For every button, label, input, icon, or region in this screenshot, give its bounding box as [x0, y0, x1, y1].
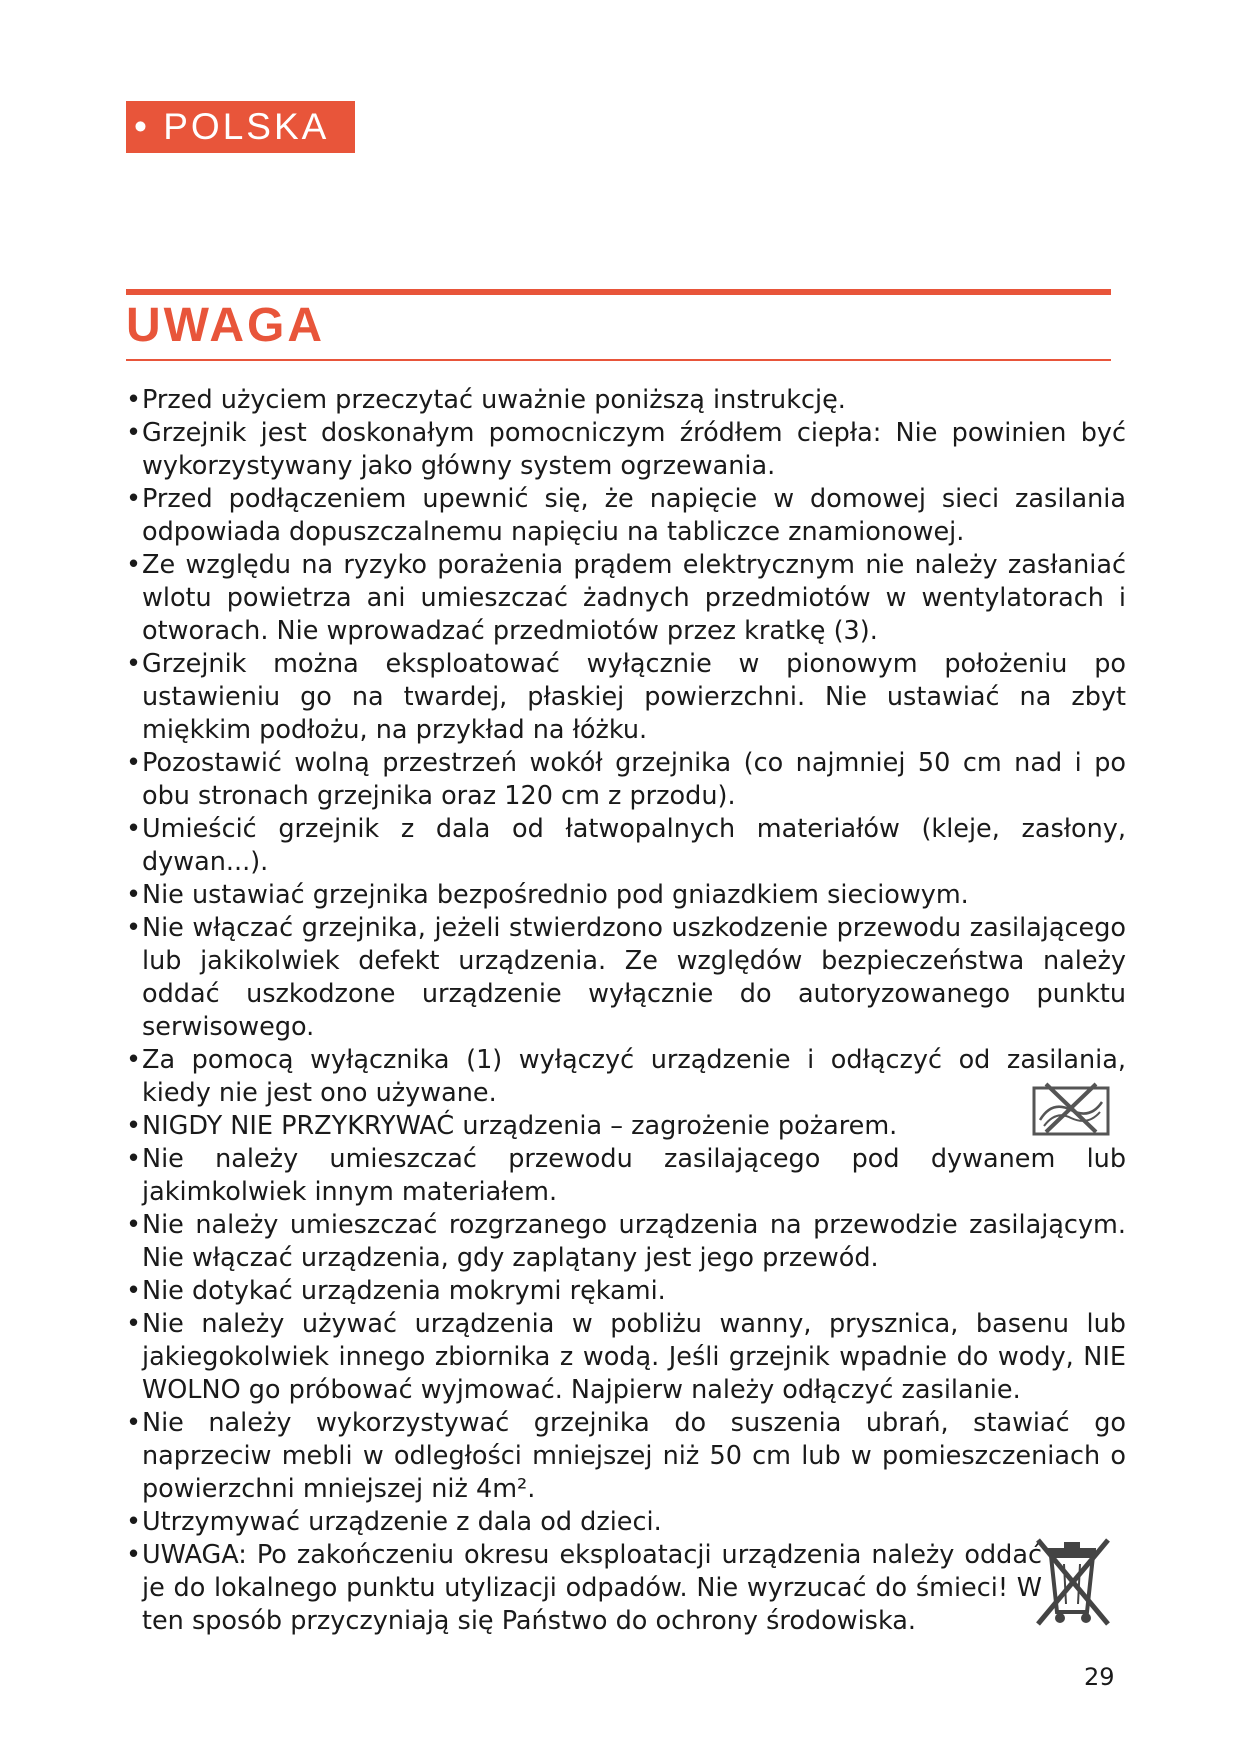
- do-not-cover-icon: [1032, 1080, 1110, 1138]
- crossed-bin-icon: [1034, 1534, 1112, 1628]
- list-item: • Za pomocą wyłącznika (1) wyłączyć urządzenie i odłączyć od zasilania, kiedy nie jest ono używane.: [126, 1044, 1126, 1110]
- language-badge: • POLSKA: [126, 101, 355, 153]
- list-item: • Przed podłączeniem upewnić się, że napięcie w domowej sieci zasilania odpowiada dopuszczalnemu napięciu na tabliczce znamionowej.: [126, 483, 1126, 549]
- list-item: • NIGDY NIE PRZYKRYWAĆ urządzenia – zagrożenie pożarem.: [126, 1110, 1042, 1143]
- list-item: • Pozostawić wolną przestrzeń wokół grzejnika (co najmniej 50 cm nad i po obu stronach grzejnika oraz 120 cm z przodu).: [126, 747, 1126, 813]
- list-item: • Nie włączać grzejnika, jeżeli stwierdzono uszkodzenie przewodu zasilającego lub jakikolwiek defekt urządzenia. Ze względów bezpieczeństwa należy oddać uszkodzone urządzenie wyłącznie do autoryzowanego punktu serwisowego.: [126, 912, 1126, 1044]
- warning-list: [126, 384, 1126, 1638]
- list-item: • Nie należy wykorzystywać grzejnika do suszenia ubrań, stawiać go naprzeciw mebli w odległości mniejszej niż 50 cm lub w pomieszczeniach o powierzchni mniejszej niż 4m².: [126, 1407, 1126, 1506]
- list-item: • Grzejnik można eksploatować wyłącznie w pionowym położeniu po ustawieniu go na twardej, płaskiej powierzchni. Nie ustawiać na zbyt miękkim podłożu, na przykład na łóżku.: [126, 648, 1126, 747]
- section-title: UWAGA: [126, 299, 325, 352]
- list-item: • UWAGA: Po zakończeniu okresu eksploatacji urządzenia należy oddać je do lokalnego punktu utylizacji odpadów. Nie wyrzucać do śmieci! W ten sposób przyczyniają się Państwo do ochrony środowiska.: [126, 1539, 1042, 1638]
- heading-rule-top: [126, 289, 1111, 295]
- list-item: • Nie ustawiać grzejnika bezpośrednio pod gniazdkiem sieciowym.: [126, 879, 1126, 912]
- list-item: • Nie należy umieszczać przewodu zasilającego pod dywanem lub jakimkolwiek innym materiałem.: [126, 1143, 1126, 1209]
- heading-rule-bottom: [126, 359, 1111, 361]
- list-item: • Ze względu na ryzyko porażenia prądem elektrycznym nie należy zasłaniać wlotu powietrza ani umieszczać żadnych przedmiotów w wentylatorach i otworach. Nie wprowadzać przedmiotów przez kratkę (3).: [126, 549, 1126, 648]
- list-item: • Umieścić grzejnik z dala od łatwopalnych materiałów (kleje, zasłony, dywan...).: [126, 813, 1126, 879]
- list-item: • Przed użyciem przeczytać uważnie poniższą instrukcję.: [126, 384, 1126, 417]
- list-item: • Utrzymywać urządzenie z dala od dzieci.: [126, 1506, 1126, 1539]
- page-number: 29: [1084, 1663, 1115, 1691]
- list-item: • Nie dotykać urządzenia mokrymi rękami.: [126, 1275, 1126, 1308]
- list-item: • Nie należy umieszczać rozgrzanego urządzenia na przewodzie zasilającym. Nie włączać urządzenia, gdy zaplątany jest jego przewód.: [126, 1209, 1126, 1275]
- list-item: • Nie należy używać urządzenia w pobliżu wanny, prysznica, basenu lub jakiegokolwiek innego zbiornika z wodą. Jeśli grzejnik wpadnie do wody, NIE WOLNO go próbować wyjmować. Najpierw należy odłączyć zasilanie.: [126, 1308, 1126, 1407]
- list-item: • Grzejnik jest doskonałym pomocniczym źródłem ciepła: Nie powinien być wykorzystywany jako główny system ogrzewania.: [126, 417, 1126, 483]
